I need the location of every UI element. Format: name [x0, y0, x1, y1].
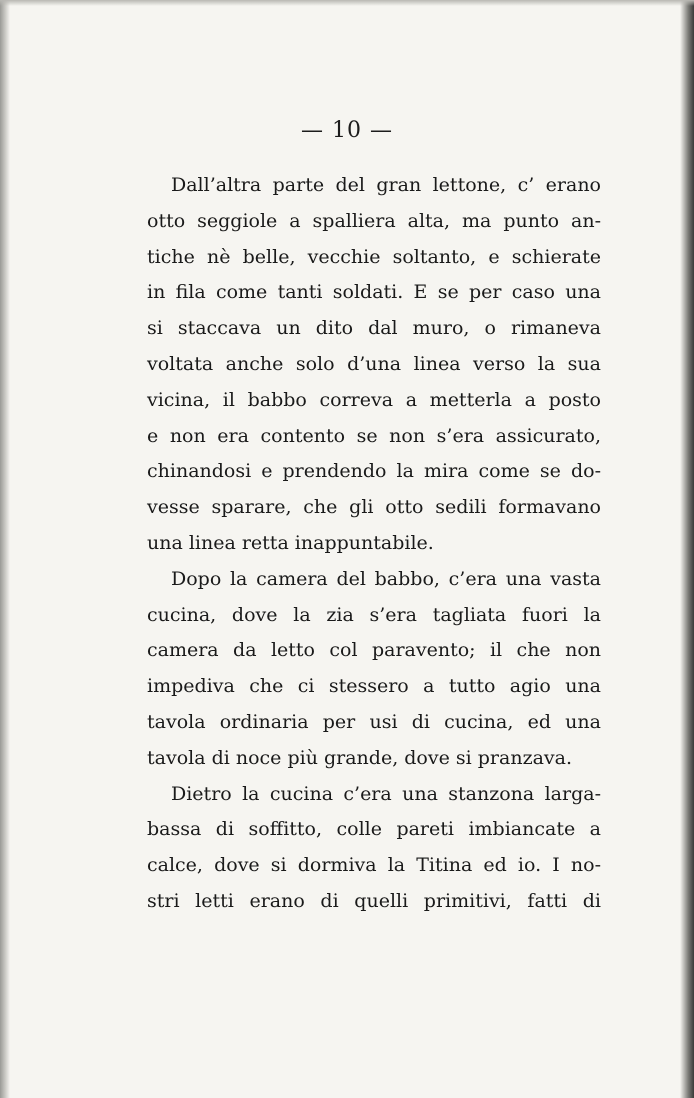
text-line: Dopo la camera del babbo, c’era una vasta — [171, 567, 601, 590]
text-line: vicina, il babbo correva a metterla a posto — [147, 388, 601, 411]
text-line: e non era contento se non s’era assicurato, — [147, 424, 601, 447]
text-line: tavola ordinaria per usi di cucina, ed una — [147, 710, 601, 733]
text-line: Dall’altra parte del gran lettone, c’ erano — [171, 174, 601, 196]
text-line: impediva che ci stessero a tutto agio una — [147, 675, 601, 698]
text-line: tavola di noce più grande, dove si pranzava. — [147, 746, 573, 769]
text-line: vesse sparare, che gli otto sedili formavano — [147, 496, 601, 519]
scan-edge-left — [0, 0, 10, 1098]
text-line: voltata anche solo d’una linea verso la sua — [147, 352, 601, 375]
text-line: bassa di soffitto, colle pareti imbiancate a — [147, 818, 601, 841]
text-line: stri letti erano di quelli primitivi, fatti di — [147, 889, 601, 912]
text-line: chinandosi e prendendo la mira come se do- — [147, 460, 601, 483]
text-line: tiche nè belle, vecchie soltanto, e schierate — [147, 245, 601, 268]
text-line: si staccava un dito dal muro, o rimaneva — [147, 317, 601, 340]
text-line: in fila come tanti soldati. E se per caso una — [147, 281, 601, 304]
page-number: — 10 — — [301, 118, 393, 143]
body-text — [147, 168, 601, 920]
text-line: una linea retta inappuntabile. — [147, 531, 434, 554]
scan-edge-right — [680, 0, 694, 1098]
scan-edge-top — [0, 0, 694, 6]
text-line: calce, dove si dormiva la Titina ed io. I no- — [147, 854, 601, 877]
text-line: Dietro la cucina c’era una stanzona larga- — [171, 782, 601, 805]
text-line: otto seggiole a spalliera alta, ma punto an- — [147, 209, 601, 232]
text-line: camera da letto col paravento; il che non — [147, 639, 601, 662]
text-line: cucina, dove la zia s’era tagliata fuori la — [147, 603, 601, 626]
